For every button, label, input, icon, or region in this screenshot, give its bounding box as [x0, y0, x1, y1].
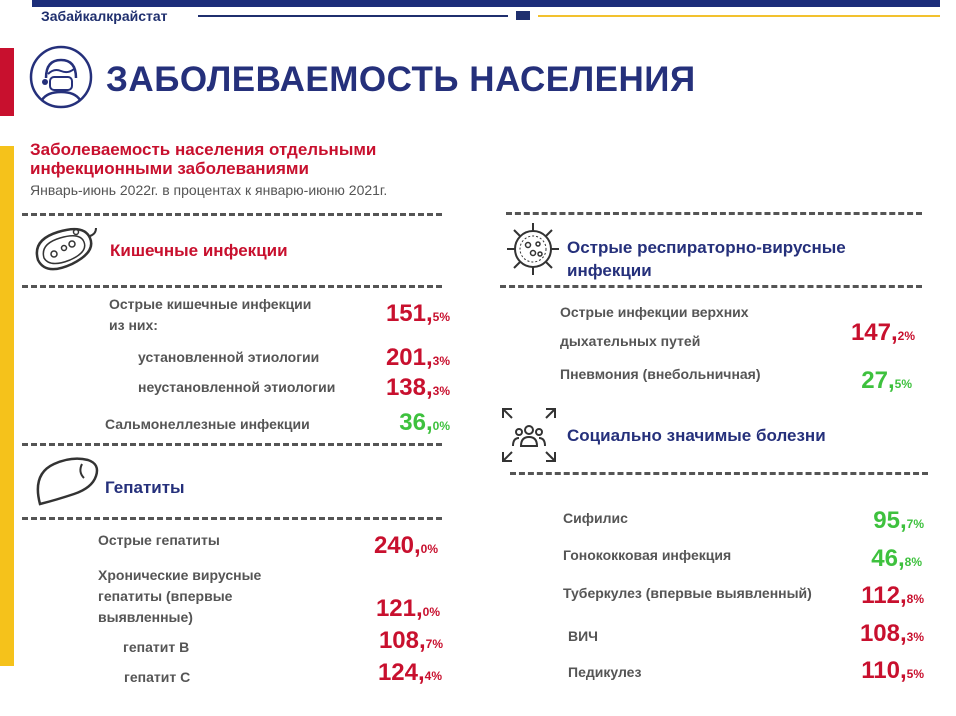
virus-icon: [504, 220, 562, 278]
pediculosis-value: 110,5%: [861, 657, 924, 684]
gonococcal-value: 46,8%: [871, 545, 922, 572]
tuberculosis-label: Туберкулез (впервые выявленный): [563, 585, 812, 601]
respiratory-upper-label-1: Острые инфекции верхних: [560, 304, 749, 320]
header-rule-navy: [198, 15, 508, 17]
syphilis-value: 95,7%: [873, 507, 924, 534]
divider: [22, 517, 442, 520]
syphilis-label: Сифилис: [563, 510, 628, 526]
hiv-value: 108,3%: [859, 620, 924, 647]
period-note: Январь-июнь 2022г. в процентах к январю-июню 2021г.: [30, 182, 388, 198]
intestinal-established-value: 201,3%: [385, 344, 450, 371]
divider: [506, 212, 922, 215]
hepatitis-c-value: 124,4%: [377, 659, 442, 686]
divider: [22, 285, 442, 288]
liver-icon: [32, 454, 102, 514]
intestinal-acute-value: 151,5%: [385, 300, 450, 327]
header-square: [516, 11, 530, 20]
bacteria-icon: [30, 218, 98, 280]
pediculosis-label: Педикулез: [568, 664, 642, 680]
hepatitis-acute-value: 240,0%: [373, 532, 438, 559]
hepatitis-b-value: 108,7%: [378, 627, 443, 654]
hepatitis-b-label: гепатит В: [123, 639, 190, 655]
doctor-icon: [28, 44, 94, 110]
divider: [510, 472, 928, 475]
red-side-bar: [0, 48, 14, 116]
respiratory-title: Острые респираторно-вирусные инфекции: [567, 238, 846, 280]
header-rule-gold: [538, 15, 940, 17]
hiv-label: ВИЧ: [568, 628, 599, 644]
intestinal-unestablished-label: неустановленной этиологии: [138, 379, 336, 395]
tuberculosis-value: 112,8%: [861, 582, 924, 609]
hepatitis-chronic-label: Хронические вирусные гепатиты (впервые выявленные): [98, 567, 262, 625]
respiratory-upper-label-2: дыхательных путей: [560, 333, 701, 349]
salmonella-label: Сальмонеллезные инфекции: [105, 416, 310, 432]
yellow-side-bar: [0, 146, 14, 666]
section-title: Заболеваемость населения отдельными инфекционными заболеваниями: [30, 140, 377, 178]
intestinal-established-label: установленной этиологии: [138, 349, 320, 365]
org-name: Забайкалкрайстат: [41, 8, 168, 24]
hepatitis-acute-label: Острые гепатиты: [98, 532, 220, 548]
pneumonia-value: 27,5%: [861, 367, 912, 394]
intestinal-title: Кишечные инфекции: [110, 241, 288, 260]
hepatitis-c-label: гепатит С: [124, 669, 191, 685]
intestinal-unestablished-value: 138,3%: [385, 374, 450, 401]
divider: [22, 213, 442, 216]
page-title: ЗАБОЛЕВАЕМОСТЬ НАСЕЛЕНИЯ: [106, 60, 696, 99]
top-band: [32, 0, 940, 7]
people-group-icon: [500, 406, 558, 464]
respiratory-upper-value: 147,2%: [850, 319, 915, 346]
gonococcal-label: Гонококковая инфекция: [563, 547, 732, 563]
hepatitis-chronic-value: 121,0%: [375, 595, 440, 622]
divider: [22, 443, 442, 446]
intestinal-of-them: из них:: [109, 317, 158, 333]
intestinal-acute-label: Острые кишечные инфекции: [109, 296, 312, 312]
social-title: Социально значимые болезни: [567, 426, 826, 445]
divider: [500, 285, 922, 288]
hepatitis-title: Гепатиты: [105, 478, 185, 497]
pneumonia-label: Пневмония (внебольничная): [560, 366, 761, 382]
salmonella-value: 36,0%: [399, 409, 450, 436]
